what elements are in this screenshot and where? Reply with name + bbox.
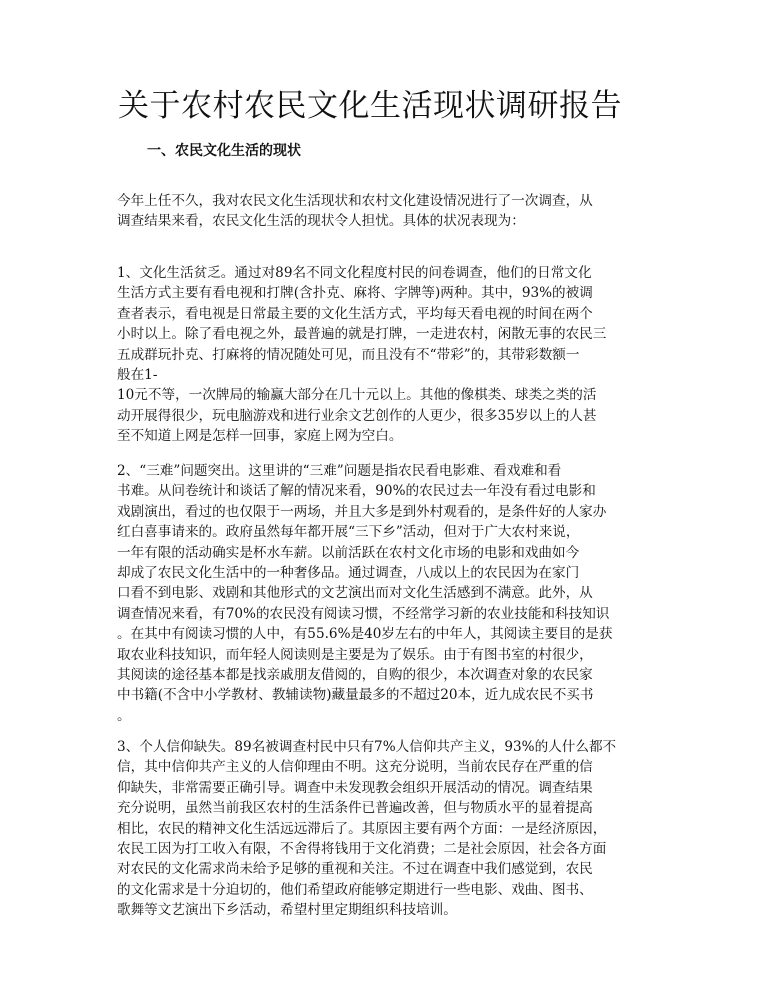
paragraph-line: 动开展得很少，玩电脑游戏和进行业余文艺创作的人更少，很多35岁以上的人甚	[117, 407, 597, 424]
paragraph-line: 的文化需求是十分迫切的，他们希望政府能够定期进行一些电影、戏曲、图书、	[117, 881, 593, 898]
paragraph-line: 对农民的文化需求尚未给予足够的重视和关注。不过在调查中我们感觉到，农民	[117, 861, 593, 878]
paragraph-cultural-poverty	[117, 263, 657, 447]
paragraph-line: 中书籍(不含中小学教材、教辅读物)藏量最多的不超过20本，近九成农民不买书	[117, 687, 594, 704]
paragraph-line: 小时以上。除了看电视之外，最普遍的就是打牌，一走进农村，闲散无事的农民三	[117, 326, 607, 343]
paragraph-line: 般在1-	[117, 366, 158, 383]
paragraph-line: 歌舞等文艺演出下乡活动，希望村里定期组织科技培训。	[117, 902, 457, 919]
paragraph-line: 书难。从问卷统计和谈话了解的情况来看，90%的农民过去一年没有看过电影和	[117, 483, 596, 500]
paragraph-line: 至不知道上网是怎样一回事，家庭上网为空白。	[117, 428, 403, 445]
paragraph-line: 一年有限的活动确实是杯水车薪。以前活跃在农村文化市场的电影和戏曲如今	[117, 544, 580, 561]
paragraph-line: 农民工因为打工收入有限，不舍得将钱用于文化消费；二是社会原因，社会各方面	[117, 840, 607, 857]
paragraph-line: 却成了农民文化生活中的一种奢侈品。通过调查，八成以上的农民因为在家门	[117, 564, 580, 581]
paragraph-line: 红白喜事请来的。政府虽然每年都开展“三下乡”活动，但对于广大农村来说，	[117, 524, 580, 541]
paragraph-line: 充分说明，虽然当前我区农村的生活条件已普遍改善，但与物质水平的显着提高	[117, 800, 593, 817]
paragraph-line: 调查结果来看，农民文化生活的现状令人担忧。具体的状况表现为：	[117, 213, 525, 230]
paragraph-intro	[117, 191, 657, 232]
paragraph-line: 生活方式主要有看电视和打牌(含扑克、麻将、字牌等)两种。其中，93%的被调	[117, 285, 593, 302]
paragraph-line: 相比，农民的精神文化生活远远滞后了。其原因主要有两个方面：一是经济原因，	[117, 820, 607, 837]
paragraph-line: 取农业科技知识，而年轻人阅读则是主要是为了娱乐。由于有图书室的村很少，	[117, 646, 593, 663]
paragraph-line: 2、“三难”问题突出。这里讲的“三难”问题是指农民看电影难、看戏难和看	[117, 463, 562, 479]
paragraph-line: 。	[117, 707, 131, 724]
paragraph-line: 五成群玩扑克、打麻将的情况随处可见，而且没有不“带彩”的，其带彩数额一	[117, 346, 580, 363]
paragraph-line: 3、个人信仰缺失。89名被调查村民中只有7%人信仰共产主义，93%的人什么都不	[117, 739, 617, 755]
paragraph-line: 其阅读的途径基本都是找亲戚朋友借阅的，自购的很少，本次调查对象的农民家	[117, 666, 593, 683]
paragraph-line: 今年上任不久，我对农民文化生活现状和农村文化建设情况进行了一次调查，从	[117, 193, 593, 209]
section-heading: 一、农民文化生活的现状	[147, 143, 301, 159]
paragraph-line: 戏剧演出，看过的也仅限于一两场，并且大多是到外村观看的，是条件好的人家办	[117, 503, 607, 520]
paragraph-line: 信，其中信仰共产主义的人信仰理由不明。这充分说明，当前农民存在严重的信	[117, 759, 593, 776]
paragraph-line: 10元不等，一次牌局的输赢大部分在几十元以上。其他的像棋类、球类之类的活	[117, 387, 597, 404]
paragraph-line: 仰缺失，非常需要正确引导。调查中未发现教会组织开展活动的情况。调查结果	[117, 779, 593, 796]
document-title: 关于农村农民文化生活现状调研报告	[118, 88, 622, 124]
paragraph-line: 调查情况来看，有70%的农民没有阅读习惯，不经常学习新的农业技能和科技知识	[117, 605, 610, 622]
paragraph-line: 。在其中有阅读习惯的人中，有55.6%是40岁左右的中年人，其阅读主要目的是获	[117, 626, 613, 643]
paragraph-three-difficulties	[117, 461, 657, 726]
paragraph-line: 1、文化生活贫乏。通过对89名不同文化程度村民的问卷调查，他们的日常文化	[117, 265, 592, 281]
paragraph-line: 查者表示，看电视是日常最主要的文化生活方式，平均每天看电视的时间在两个	[117, 305, 593, 322]
paragraph-belief-lacking	[117, 737, 657, 921]
paragraph-line: 口看不到电影、戏剧和其他形式的文艺演出而对文化生活感到不满意。此外，从	[117, 585, 593, 602]
